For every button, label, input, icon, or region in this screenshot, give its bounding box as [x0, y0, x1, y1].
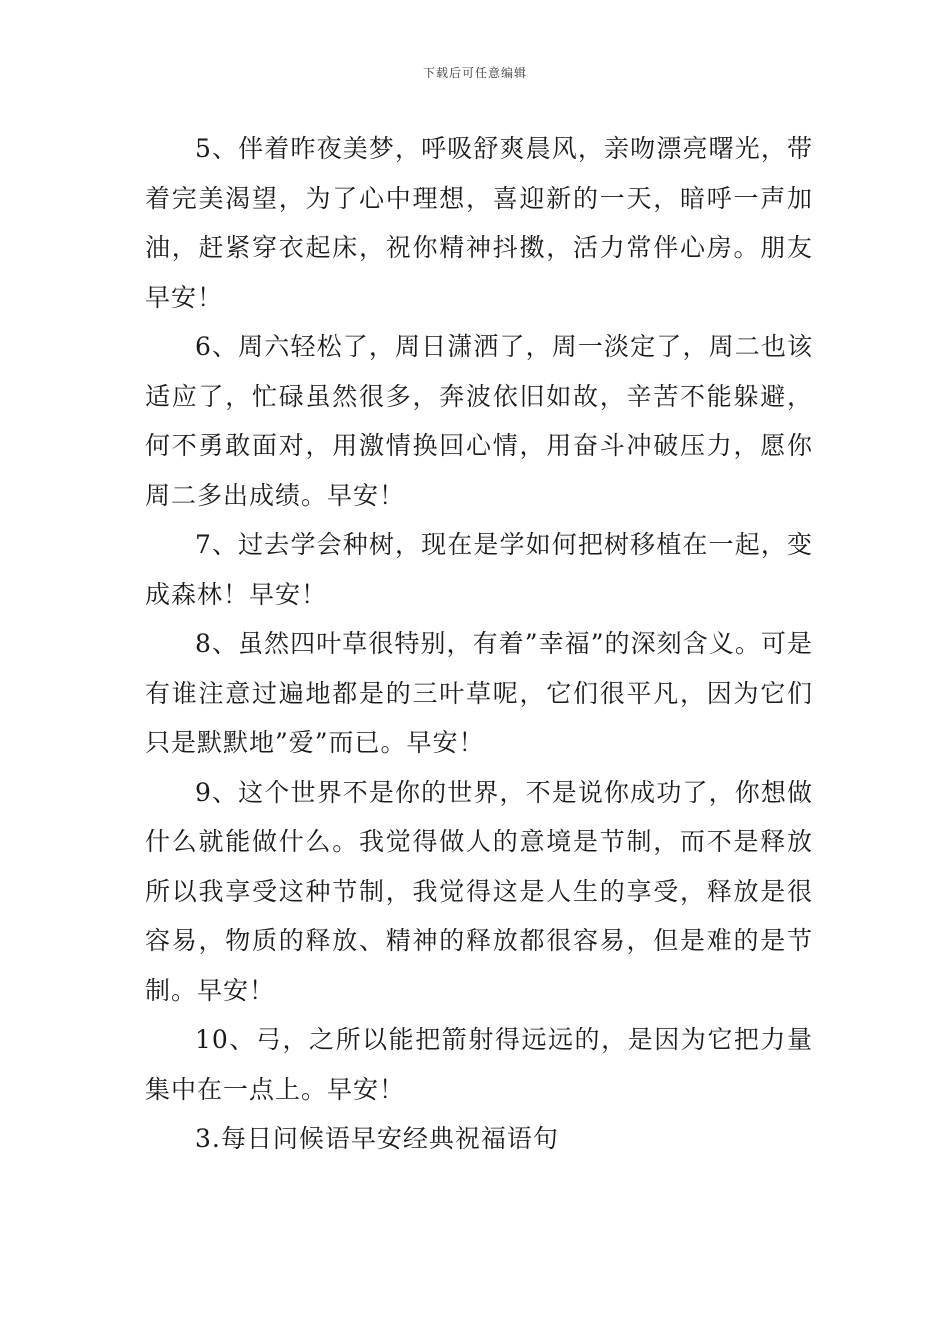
section-heading: 3.每日问候语早安经典祝福语句: [195, 1124, 559, 1153]
paragraph-10: 10、弓，之所以能把箭射得远远的，是因为它把力量集中在一点上。早安！: [145, 1025, 813, 1104]
paragraph-7: 7、过去学会种树，现在是学如何把树移植在一起，变成森林！早安！: [145, 530, 813, 609]
paragraph-9: 9、这个世界不是你的世界，不是说你成功了，你想做什么就能做什么。我觉得做人的意境是节制，而不是释放所以我享受这种节制，我觉得这是人生的享受，释放是很容易，物质的释放、精神的释放都很容易，但是难的是节制。早安！: [145, 777, 813, 1005]
document-body: [145, 124, 813, 1164]
paragraph-6: 6、周六轻松了，周日潇洒了，周一淡定了，周二也该适应了，忙碌虽然很多，奔波依旧如故，辛苦不能躲避，何不勇敢面对，用激情换回心情，用奋斗冲破压力，愿你周二多出成绩。早安！: [145, 332, 813, 510]
paragraph-8: 8、虽然四叶草很特别，有着”幸福”的深刻含义。可是有谁注意过遍地都是的三叶草呢，它们很平凡，因为它们只是默默地”爱”而已。早安！: [145, 629, 813, 757]
paragraph-5: 5、伴着昨夜美梦，呼吸舒爽晨风，亲吻漂亮曙光，带着完美渴望，为了心中理想，喜迎新的一天，暗呼一声加油，赶紧穿衣起床，祝你精神抖擞，活力常伴心房。朋友早安！: [145, 134, 813, 312]
page-header: 下载后可任意编辑: [422, 66, 527, 80]
